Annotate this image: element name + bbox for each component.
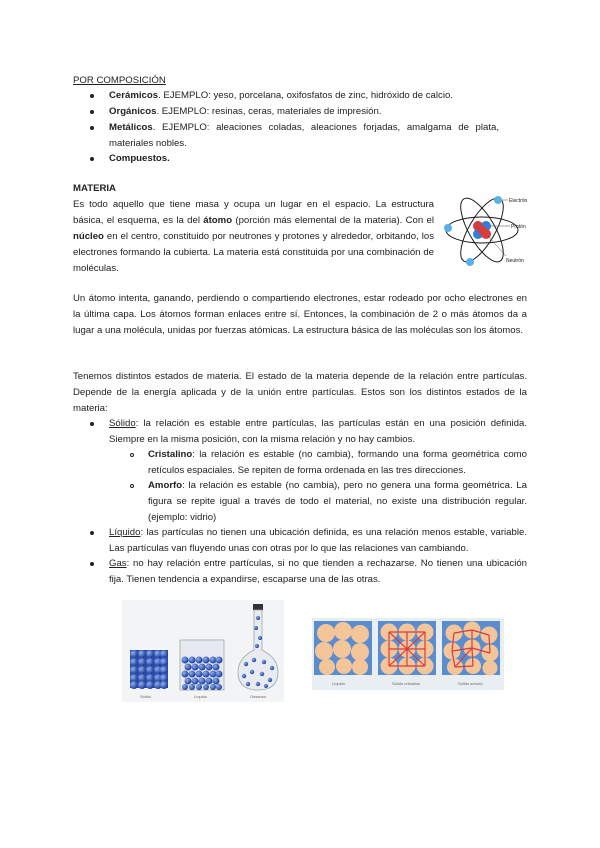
section-heading-composicion: POR COMPOSICIÓN	[73, 75, 166, 86]
liquid-beaker	[180, 640, 224, 690]
section-heading-materia: MATERIA	[73, 183, 116, 194]
paragraph-estados: Tenemos distintos estados de materia. El estado de la materia depende de la relación entre partículas. Depende de la energía aplicada y de la unión entre partículas. Estos son los distintos estados de la materia:	[73, 371, 527, 414]
label-gaseoso: Gaseoso	[250, 694, 267, 699]
label-solido: Sólido	[140, 694, 152, 699]
list-item: Compuestos.	[109, 153, 170, 164]
list-item-cristalino: Cristalino: la relación es estable (no cambia), formando una forma geométrica como retículos espaciales. Se repiten de forma ordenada en las tres direcciones.	[148, 449, 527, 476]
atom-diagram	[440, 190, 532, 270]
electron-dot	[466, 258, 474, 266]
paragraph-materia: Es todo aquello que tiene masa y ocupa un lugar en el espacio. La estructura básica, el esquema, es la del átomo (porción más elemental de la materia). Con el núcleo en el centro, constituido por neutrones y protones y alrededor, orbitando, los electrones formando la cubierta. La materia está constituida por una combinación de moléculas.	[73, 199, 434, 274]
bullet-icon	[90, 531, 94, 535]
list-item-amorfo: Amorfo: la relación es estable (no cambia), pero no genera una forma geométrica. La figura se repite igual a través de todo el material, no existe una distribución regular. (ejemplo: vidrio)	[148, 480, 527, 523]
label-neutron: Neutrón	[506, 258, 524, 264]
list-item: Orgánicos. EJEMPLO: resinas, ceras, materiales de impresión.	[109, 106, 382, 117]
circle-bullet-icon	[130, 453, 134, 457]
solid-cube	[130, 650, 168, 689]
bullet-icon	[90, 157, 94, 161]
list-item-solido: Sólido: la relación es estable entre partículas, las partículas están en una posición definida. Siempre en la misma posición, con la misma relación y no hay cambios.	[109, 418, 527, 445]
label-proton: Protón	[511, 224, 526, 230]
label-electron: Electrón	[509, 198, 528, 204]
label-amorfo: Sólido amorfo	[458, 681, 483, 686]
bullet-icon	[90, 94, 94, 98]
list-item: Cerámicos. EJEMPLO: yeso, porcelana, oxifosfatos de zinc, hidróxido de calcio.	[109, 90, 453, 101]
list-item: Metálicos. EJEMPLO: aleaciones coladas, aleaciones forjadas, amalgama de plata, materiales nobles.	[109, 122, 499, 149]
electron-dot	[494, 196, 502, 204]
paragraph-atomo: Un átomo intenta, ganando, perdiendo o compartiendo electrones, estar rodeado por ocho electrones en la última capa. Los átomos forman enlaces entre sí. Entonces, la combinación de 2 o más átomos da a lugar a una molécula, unidas por fuerzas atómicas. La estructura básica de las moléculas son los átomos.	[73, 293, 527, 336]
circle-bullet-icon	[130, 484, 134, 488]
states-of-matter-figure	[122, 600, 284, 702]
label-cristalino: Sólido cristalino	[392, 681, 421, 686]
panel-liquido	[314, 621, 372, 675]
label-liquido-2: Líquido	[332, 681, 346, 686]
label-liquido: Líquido	[194, 694, 208, 699]
bullet-icon	[90, 422, 94, 426]
list-item-gas: Gas: no hay relación entre partículas, si no que tienden a rechazarse. No tienen una ubicación fija. Tienen tendencia a expandirse, escaparse una de las otras.	[109, 558, 527, 585]
list-item-liquido: Líquido: las partículas no tienen una ubicación definida, es una relación menos estable, variable. Las partículas van fluyendo unas con otras por lo que las relaciones van cambiando.	[109, 527, 527, 554]
panel-cristalino	[378, 621, 436, 675]
panel-amorfo	[442, 621, 500, 676]
bullet-icon	[90, 110, 94, 114]
particle-arrangement-figure	[312, 618, 504, 690]
electron-dot	[444, 224, 452, 232]
bullet-icon	[90, 126, 94, 130]
bullet-icon	[90, 562, 94, 566]
